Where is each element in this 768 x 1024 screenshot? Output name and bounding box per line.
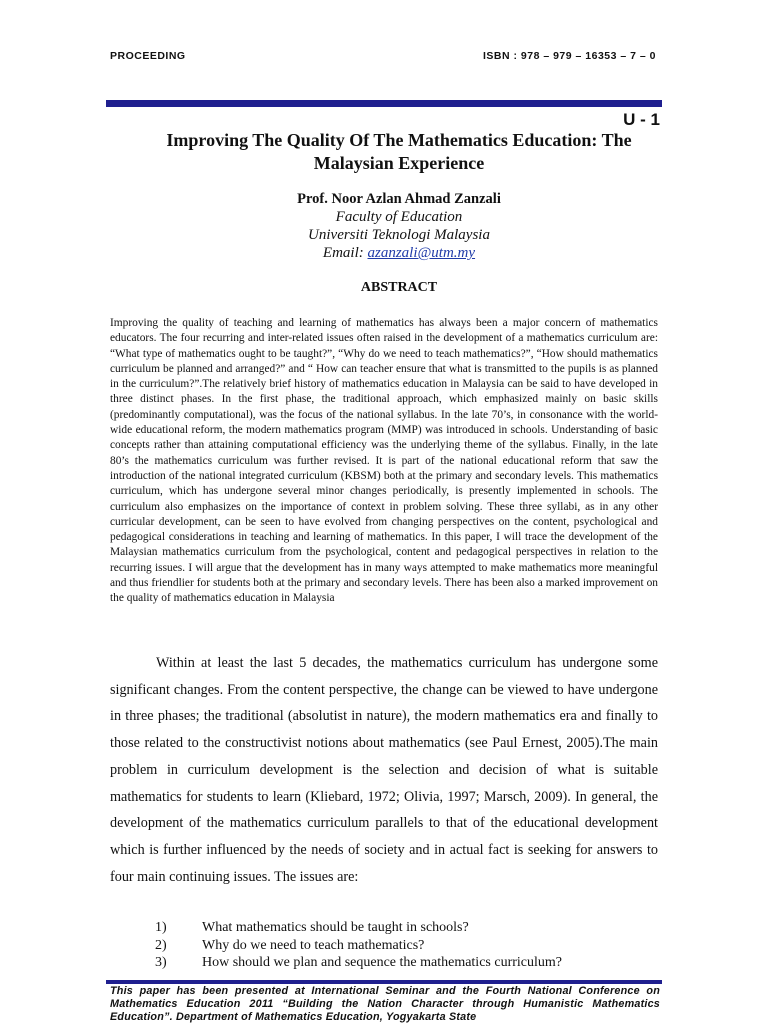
list-item-text: How should we plan and sequence the mathematics curriculum?	[202, 955, 562, 970]
author-email-line	[110, 244, 688, 262]
top-rule	[106, 100, 662, 107]
title-line-2: Malaysian Experience	[313, 153, 485, 173]
paper-code: U - 1	[623, 110, 660, 129]
author-name: Prof. Noor Azlan Ahmad Zanzali	[297, 191, 501, 207]
list-item	[155, 919, 562, 937]
footer-note: This paper has been presented at International Seminar and the Fourth National Conference on Mathematics Education 2011 “Building the Nation Character through Humanistic Mathematics Education”. Department of Mathematics Education, Yogyakarta State	[110, 985, 660, 1023]
title-line-1: Improving The Quality Of The Mathematics Education: The	[166, 130, 632, 150]
abstract-text: Improving the quality of teaching and learning of mathematics has always been a major concern of mathematics educators. The four recurring and inter-related issues often raised in the development of a mathematics curriculum are: “What type of mathematics ought to be taught?”, “Why do we need to teach mathematics?”, “How should mathematics curriculum be planned and arranged?” and “ How can teacher ensure that what is transmitted to the pupils is as planned in the curriculum?”.The relatively brief history of mathematics education in Malaysia can be said to have developed in three distinct phases. In the first phase, the traditional approach, which emphasized mainly on basic skills (predominantly computational), was the focus of the national syllabus. In the late 70’s, in consonance with the world-wide educational reform, the modern mathematics program (MMP) was introduced in schools. Understanding of basic concepts rather than attaining computational efficiency was the underlying theme of the syllabus. Finally, in the late 80’s the mathematics curriculum was further revised. It is part of the national educational reform that saw the introduction of the national integrated curriculum (KBSM) both at the primary and secondary levels. This mathematics curriculum, which has undergone several minor changes periodically, is presently implemented in schools. The curriculum also emphasizes on the importance of context in problem solving. These three syllabi, as in any other curricular development, can be seen to have evolved from changing perspectives on the content, psychological and pedagogical considerations in teaching and learning of mathematics. In this paper, I will trace the development of the Malaysian mathematics curriculum from the psychological, content and pedagogical perspectives in relation to the recurring issues. I will argue that the development has in many ways attempted to make mathematics more meaningful and thus friendlier for students both at the primary and secondary levels. There has been also a marked improvement on the quality of mathematics education in Malaysia	[110, 317, 658, 605]
bottom-rule	[106, 980, 662, 984]
header-isbn: ISBN : 978 – 979 – 16353 – 7 – 0	[482, 50, 656, 62]
abstract-heading: ABSTRACT	[360, 280, 438, 295]
list-item	[155, 937, 562, 955]
list-item-number: 2)	[155, 937, 167, 953]
issues-list	[155, 919, 562, 972]
author-university: Universiti Teknologi Malaysia	[308, 227, 490, 243]
list-item-text: What mathematics should be taught in schools?	[202, 920, 469, 935]
list-item	[155, 954, 562, 972]
header-proceeding: PROCEEDING	[110, 50, 186, 62]
author-block	[110, 190, 688, 262]
list-item-text: Why do we need to teach mathematics?	[202, 937, 425, 953]
email-link[interactable]: azanzali@utm.my	[367, 245, 476, 261]
list-item-number: 3)	[155, 955, 167, 970]
list-item-number: 1)	[155, 920, 167, 935]
body-paragraph: Within at least the last 5 decades, the mathematics curriculum has undergone some significant changes. From the content perspective, the change can be viewed to have undergone in three phases; the traditional (absolutist in nature), the modern mathematics era and finally to those related to the constructivist notions about mathematics (see Paul Ernest, 2005).The main problem in curriculum development is the selection and decision of what is suitable mathematics for students to learn (Kliebard, 1972; Olivia, 1997; Marsch, 2009). In general, the development of the mathematics curriculum parallels to that of the educational development which is further influenced by the needs of society and in actual fact is seeking for answers to four main continuing issues. The issues are:	[110, 655, 658, 885]
paper-title	[110, 129, 688, 175]
email-label: Email:	[322, 245, 364, 261]
author-faculty: Faculty of Education	[335, 209, 463, 225]
